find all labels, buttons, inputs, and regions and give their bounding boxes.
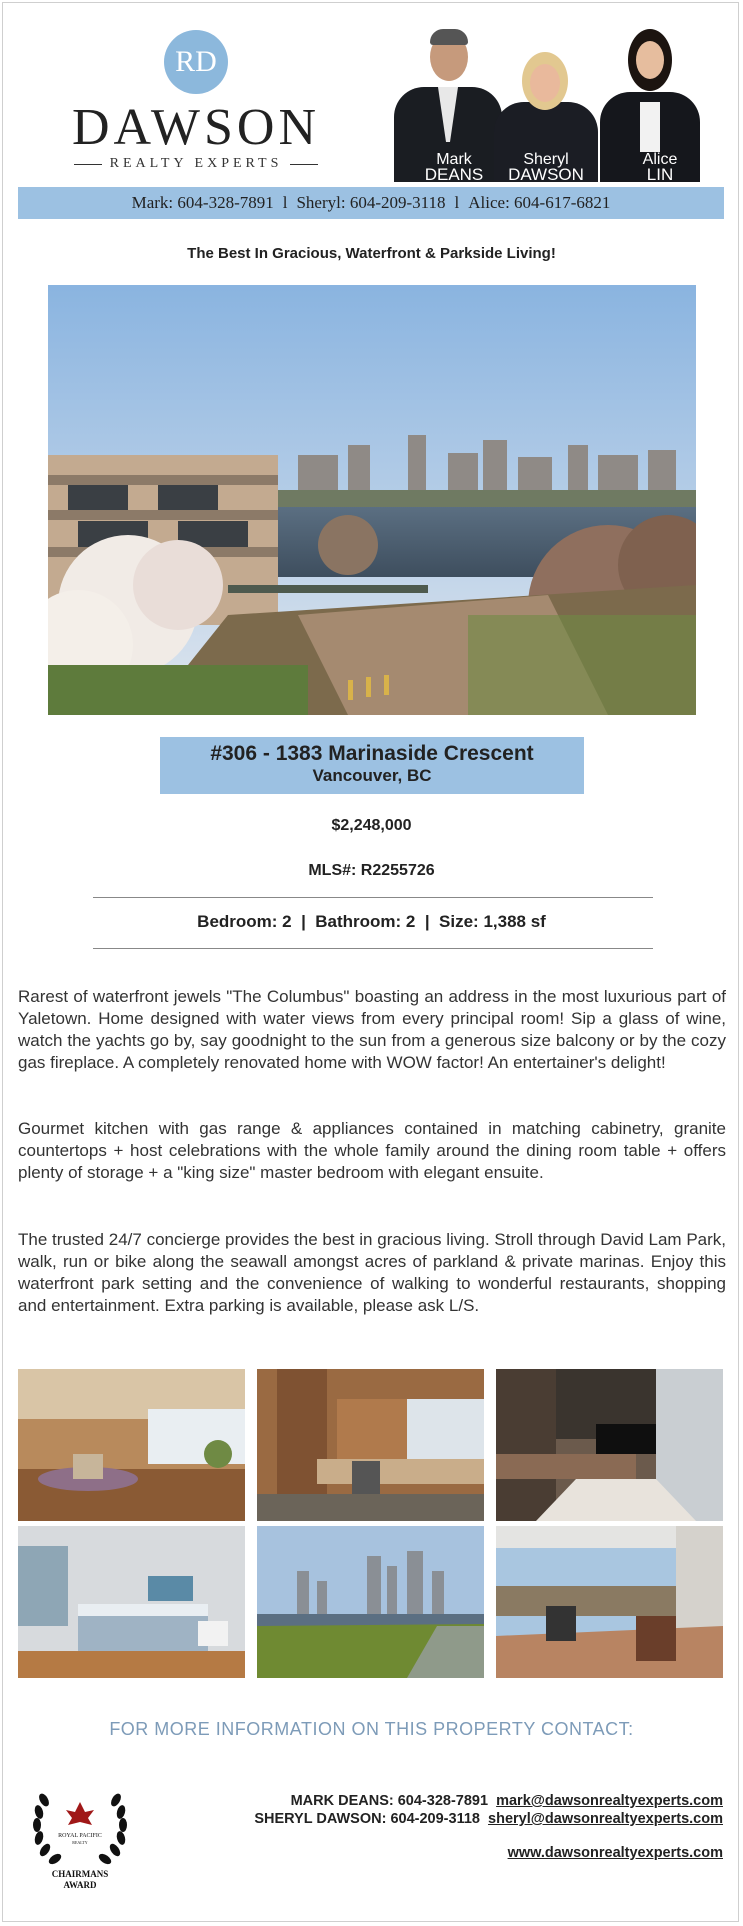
laurel-wreath-icon	[30, 1780, 130, 1895]
website-link[interactable]: www.dawsonrealtyexperts.com	[507, 1845, 723, 1861]
agent-mark-first: Mark	[436, 151, 472, 168]
waterfront-view-image	[48, 285, 696, 715]
description-paragraph: The trusted 24/7 concierge provides the best in gracious living. Stroll through David Lam Park, walk, run or bike along the seawall amongst acres of parkland & private marinas. Enjoy this waterfront park setting and the convenience of walking to wonderful restaurants, shopping and entertainment. Extra parking is available, please ask L/S.	[18, 1230, 726, 1315]
footer-contacts	[254, 1792, 723, 1828]
listing-price: $2,248,000	[331, 817, 412, 834]
svg-text:REALTY: REALTY	[72, 1840, 88, 1845]
bedroom-photo-icon	[18, 1526, 245, 1678]
property-specs: Bedroom: 2 | Bathroom: 2 | Size: 1,388 sf	[197, 912, 546, 931]
contact-heading: FOR MORE INFORMATION ON THIS PROPERTY CONTACT:	[109, 1719, 634, 1739]
svg-text:ROYAL PACIFIC: ROYAL PACIFIC	[58, 1833, 102, 1839]
description-paragraph: Rarest of waterfront jewels "The Columbus" boasting an address in the most luxurious part of Yaletown. Home designed with water views from every principal room! Sip a glass of wine, watch the yachts go by, say goodnight to the sun from a generous size balcony or by the cozy gas fireplace. A completely renovated home with WOW factor! An entertainer's delight!	[18, 987, 726, 1072]
agent-alice-first: Alice	[642, 151, 678, 168]
sheryl-email-link[interactable]: sheryl@dawsonrealtyexperts.com	[488, 1811, 723, 1827]
svg-text:CHAIRMANS: CHAIRMANS	[51, 1869, 109, 1879]
separator: l	[282, 193, 288, 212]
agent-phone-bar	[18, 187, 724, 219]
sheryl-contact-line	[254, 1810, 723, 1828]
park-view-photo-icon	[257, 1526, 484, 1678]
agent-photos	[394, 27, 706, 182]
description-paragraph: Gourmet kitchen with gas range & appliances contained in matching cabinetry, granite countertops + host celebrations with the whole family around the dining room table + offers plenty of storage + a "king size" master bedroom with elegant ensuite.	[18, 1119, 726, 1182]
mark-contact-phone[interactable]: MARK DEANS: 604-328-7891	[290, 1793, 489, 1809]
mark-email-link[interactable]: mark@dawsonrealtyexperts.com	[496, 1793, 723, 1809]
logo-subtitle: REALTY EXPERTS	[71, 156, 321, 172]
gallery-photo-living-room[interactable]	[18, 1369, 245, 1521]
balcony-photo-icon	[496, 1526, 723, 1678]
hero-photo	[48, 285, 696, 715]
sheryl-phone[interactable]: Sheryl: 604-209-3118	[296, 193, 446, 212]
kitchen-photo-icon	[257, 1369, 484, 1521]
bathroom-photo-icon	[496, 1369, 723, 1521]
property-city: Vancouver, BC	[312, 766, 432, 785]
gallery-photo-kitchen[interactable]	[257, 1369, 484, 1521]
address-box	[160, 737, 584, 794]
gallery-photo-balcony[interactable]	[496, 1526, 723, 1678]
chairmans-award-badge	[30, 1780, 130, 1895]
agent-sheryl-last: DAWSON	[508, 165, 584, 184]
living-room-photo-icon	[18, 1369, 245, 1521]
separator: l	[454, 193, 460, 212]
gallery-photo-park-view[interactable]	[257, 1526, 484, 1678]
tagline: The Best In Gracious, Waterfront & Parkside Living!	[187, 245, 556, 262]
gallery-photo-bathroom[interactable]	[496, 1369, 723, 1521]
property-address: #306 - 1383 Marinaside Crescent	[210, 742, 534, 765]
svg-text:AWARD: AWARD	[63, 1880, 97, 1890]
alice-phone[interactable]: Alice: 604-617-6821	[468, 193, 611, 212]
agent-sheryl-photo	[494, 52, 598, 182]
agent-alice-photo	[600, 27, 700, 182]
divider	[93, 948, 653, 949]
gallery-photo-bedroom[interactable]	[18, 1526, 245, 1678]
sheryl-contact-phone[interactable]: SHERYL DAWSON: 604-209-3118	[254, 1811, 480, 1827]
brand-logo[interactable]	[71, 30, 321, 172]
mls-number: MLS#: R2255726	[308, 862, 435, 879]
agent-alice-last: LIN	[646, 165, 674, 184]
mark-contact-line	[254, 1792, 723, 1810]
agent-mark-last: DEANS	[424, 165, 484, 184]
mark-phone[interactable]: Mark: 604-328-7891	[131, 193, 274, 212]
agent-sheryl-first: Sheryl	[523, 151, 569, 168]
header	[16, 22, 726, 182]
logo-name: DAWSON	[71, 99, 321, 156]
agent-mark-photo	[394, 27, 502, 182]
logo-monogram: RD	[164, 30, 228, 94]
divider	[93, 897, 653, 898]
